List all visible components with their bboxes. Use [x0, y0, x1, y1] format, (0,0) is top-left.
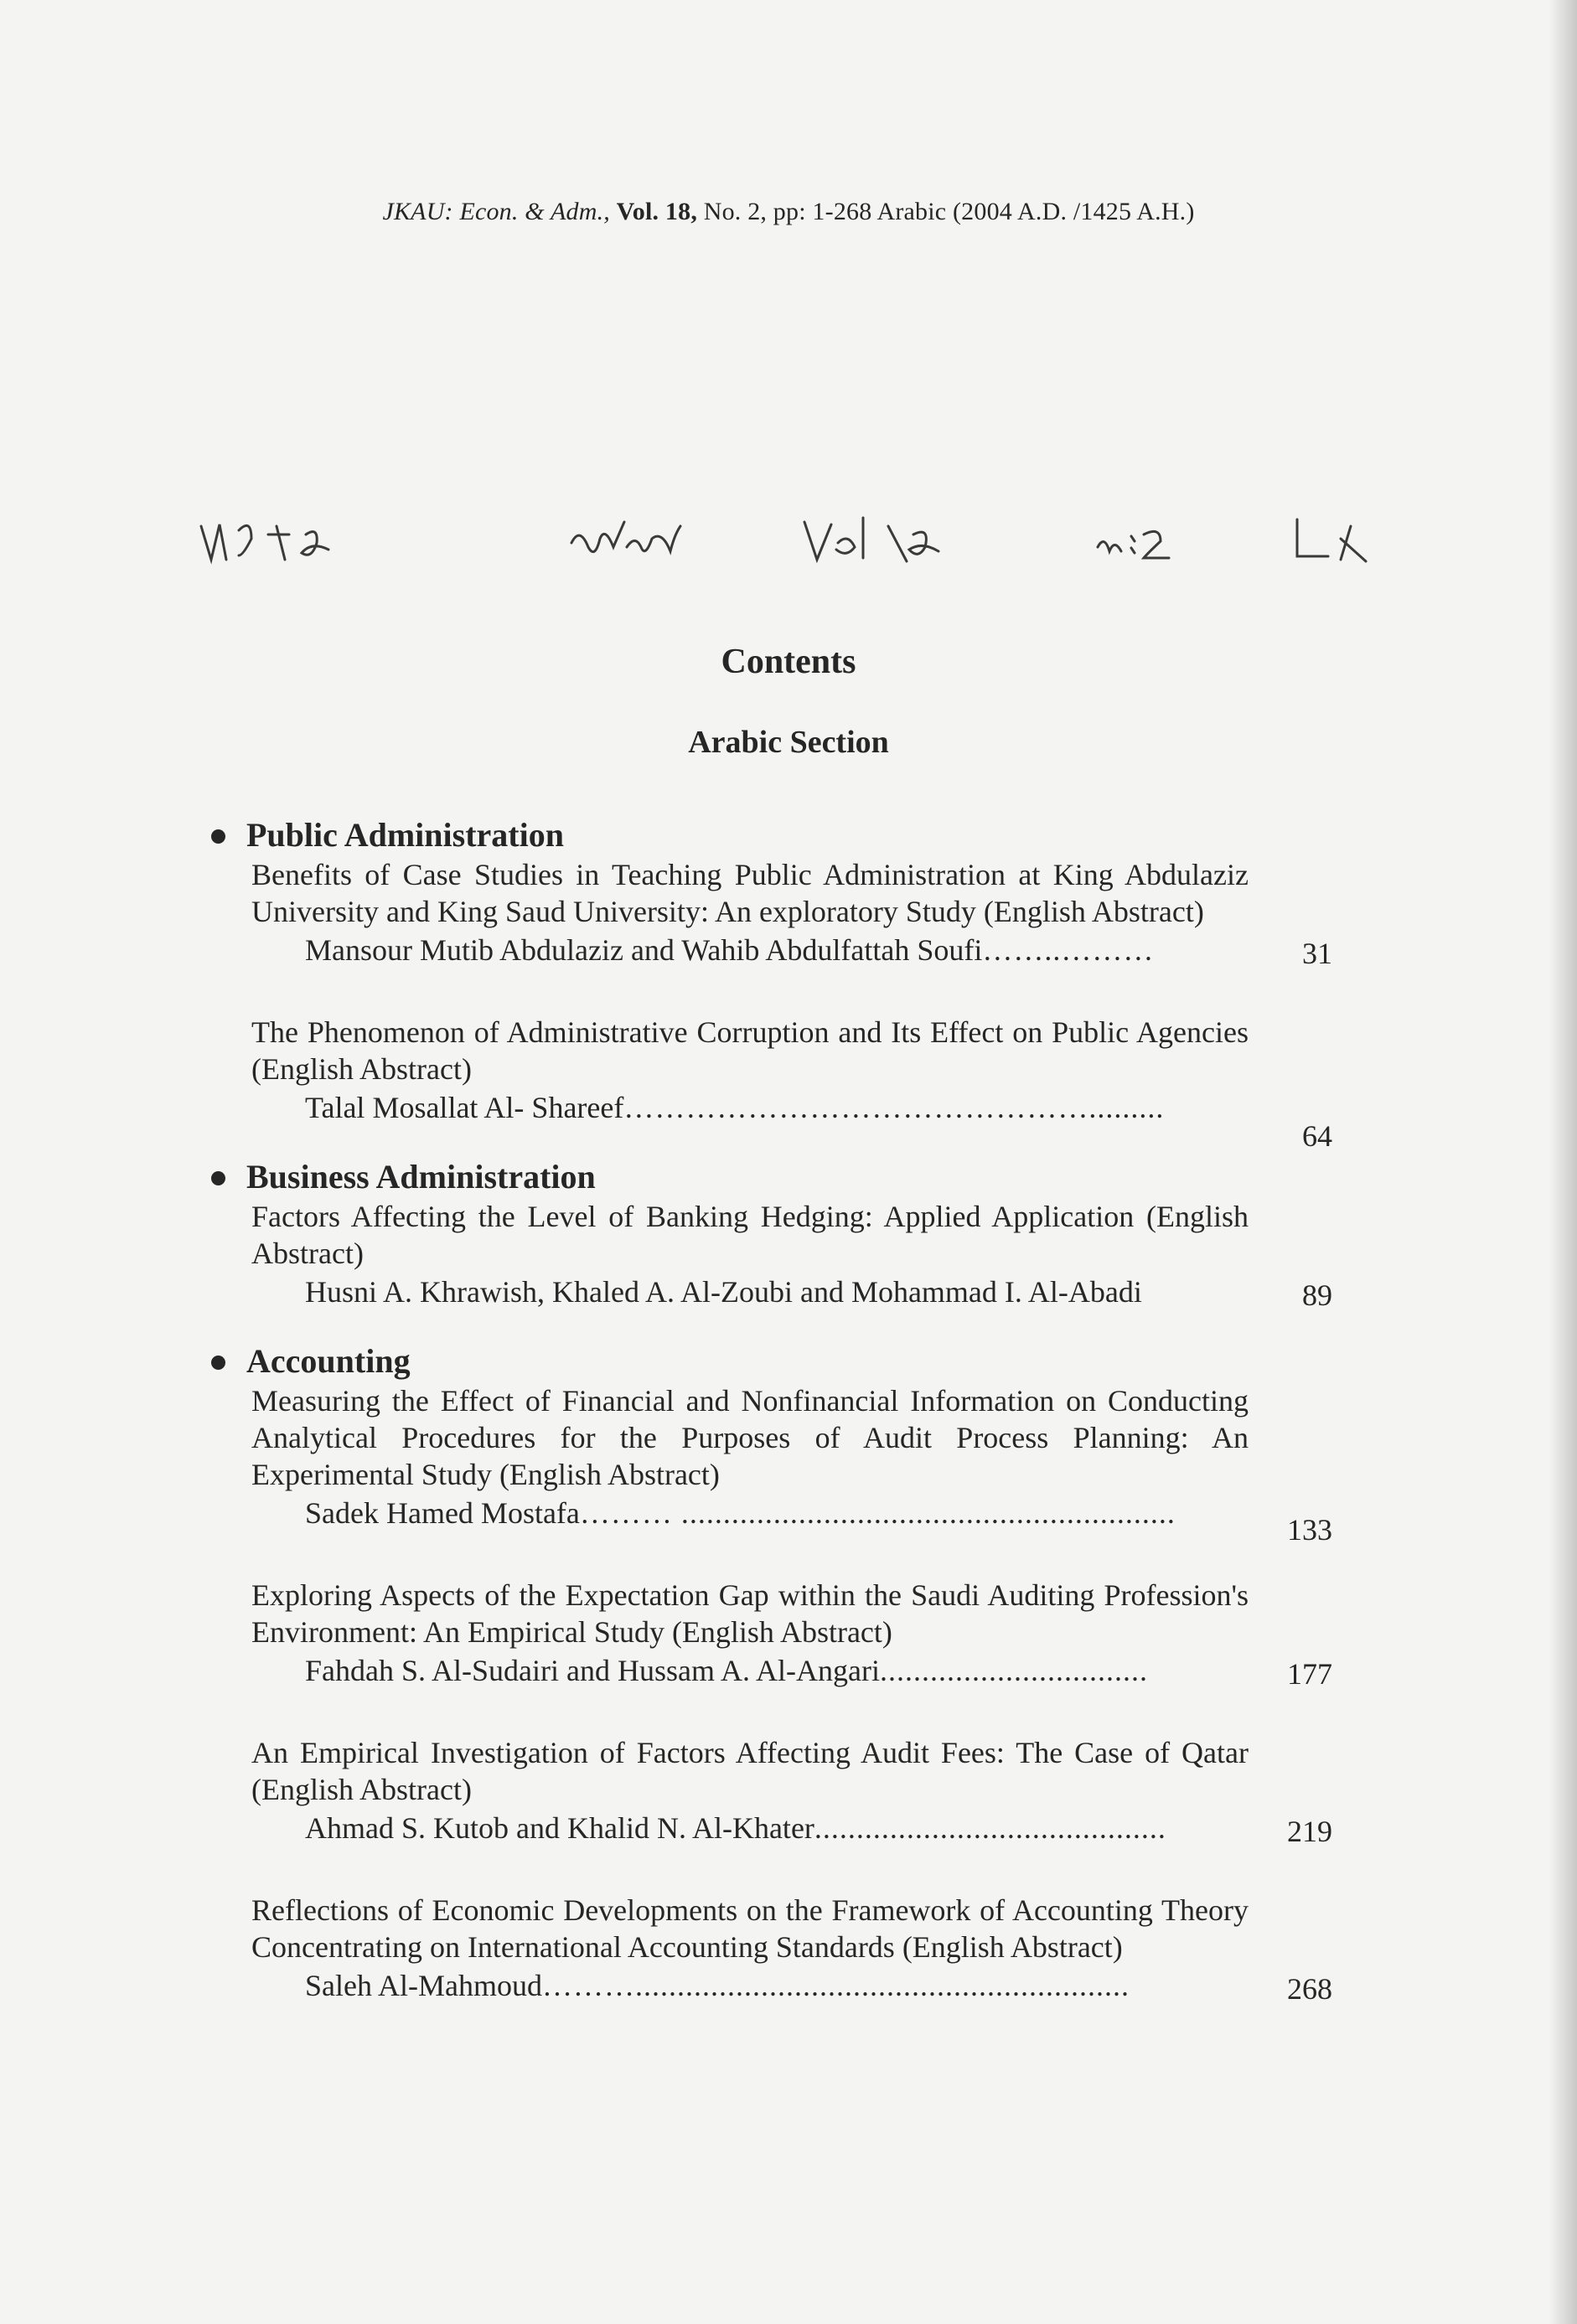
section-heading-label: Business Administration — [246, 1158, 596, 1196]
section-heading — [201, 1340, 1324, 1382]
toc-section — [201, 814, 1332, 1153]
journal-issue-pages: No. 2, pp: 1-268 Arabic (2004 A.D. /1425 A.H.) — [703, 198, 1195, 225]
bleed-through-text — [277, 360, 1299, 414]
section-heading — [201, 814, 1324, 856]
toc-entry — [201, 1382, 1332, 1547]
entry-title: Reflections of Economic Developments on the Framework of Accounting Theory Concentrating on International Accounting Standards (English Abstract) — [251, 1893, 1249, 1964]
entry-page-number: 89 — [1302, 1278, 1332, 1312]
section-heading-label: Accounting — [246, 1342, 411, 1380]
entry-authors: Talal Mosallat Al- Shareef — [305, 1091, 624, 1124]
leader-dots: ………........................................................... — [541, 1969, 1130, 2002]
leader-dots: ................................ — [879, 1654, 1148, 1687]
entry-authors: Fahdah S. Al-Sudairi and Hussam A. Al-Angari — [305, 1654, 880, 1687]
journal-volume: Vol. 18, — [616, 198, 698, 225]
toc-section — [201, 1156, 1332, 1312]
leader-dots: .......................................... — [814, 1811, 1166, 1845]
bullet-icon — [211, 829, 225, 844]
entry-authors: Saleh Al-Mahmoud — [305, 1969, 542, 2002]
entry-authors: Mansour Mutib Abdulaziz and Wahib Abdulfattah Soufi — [305, 933, 983, 967]
toc-entry — [201, 1734, 1332, 1848]
toc-entry — [201, 1014, 1332, 1153]
section-heading-label: Public Administration — [246, 816, 564, 854]
entry-page-number: 31 — [1302, 937, 1332, 970]
toc-entry — [201, 1577, 1332, 1691]
entry-page-number: 177 — [1287, 1657, 1332, 1691]
entry-page-number: 219 — [1287, 1815, 1332, 1848]
entry-authors: Husni A. Khrawish, Khaled A. Al-Zoubi and Mohammad I. Al-Abadi — [305, 1275, 1142, 1309]
journal-citation — [0, 198, 1577, 226]
table-of-contents — [201, 814, 1332, 2034]
entry-author-row — [251, 1087, 1249, 1128]
entry-author-row — [251, 1272, 1249, 1312]
entry-title: Measuring the Effect of Financial and Nonfinancial Information on Conducting Analytical Procedures for the Purposes of Audit Process Planning: An Experimental Study (English Abstract) — [251, 1384, 1249, 1491]
entry-author-row — [251, 1650, 1249, 1691]
entry-author-row — [251, 930, 1249, 970]
entry-author-row — [251, 1965, 1249, 2006]
page-title: Contents — [721, 643, 856, 681]
section-heading — [201, 1156, 1324, 1198]
handwritten-annotation — [0, 501, 1577, 576]
entry-authors: Ahmad S. Kutob and Khalid N. Al-Khater — [305, 1811, 814, 1845]
entry-title: Benefits of Case Studies in Teaching Public Administration at King Abdulaziz University and King Saud University: An exploratory Study (English Abstract) — [251, 858, 1249, 928]
entry-title: The Phenomenon of Administrative Corruption and Its Effect on Public Agencies (English Abstract) — [251, 1015, 1249, 1086]
entry-title: Exploring Aspects of the Expectation Gap within the Saudi Auditing Profession's Environment: An Empirical Study (English Abstract) — [251, 1578, 1249, 1649]
leader-dots: ……..……… — [982, 933, 1155, 967]
entry-page-number: 133 — [1287, 1513, 1332, 1547]
entry-authors: Sadek Hamed Mostafa — [305, 1496, 580, 1530]
leader-dots: ……… ........................................................... — [579, 1496, 1176, 1530]
section-subtitle: Arabic Section — [688, 725, 889, 760]
journal-name: JKAU: Econ. & Adm., — [382, 198, 610, 225]
leader-dots: ………………………………………......... — [623, 1091, 1165, 1124]
toc-entry — [201, 1892, 1332, 2006]
entry-author-row — [251, 1493, 1249, 1533]
toc-entry — [201, 856, 1332, 970]
handwriting-scribble — [0, 501, 1577, 576]
page-edge-shadow — [1549, 0, 1577, 2324]
bullet-icon — [211, 1171, 225, 1185]
entry-page-number: 268 — [1287, 1972, 1332, 2006]
toc-section — [201, 1340, 1332, 2006]
bullet-icon — [211, 1356, 225, 1370]
toc-entry — [201, 1198, 1332, 1312]
entry-title: An Empirical Investigation of Factors Affecting Audit Fees: The Case of Qatar (English Abstract) — [251, 1736, 1249, 1806]
entry-page-number: 64 — [1302, 1119, 1332, 1153]
entry-author-row — [251, 1808, 1249, 1848]
entry-title: Factors Affecting the Level of Banking Hedging: Applied Application (English Abstract) — [251, 1200, 1249, 1270]
